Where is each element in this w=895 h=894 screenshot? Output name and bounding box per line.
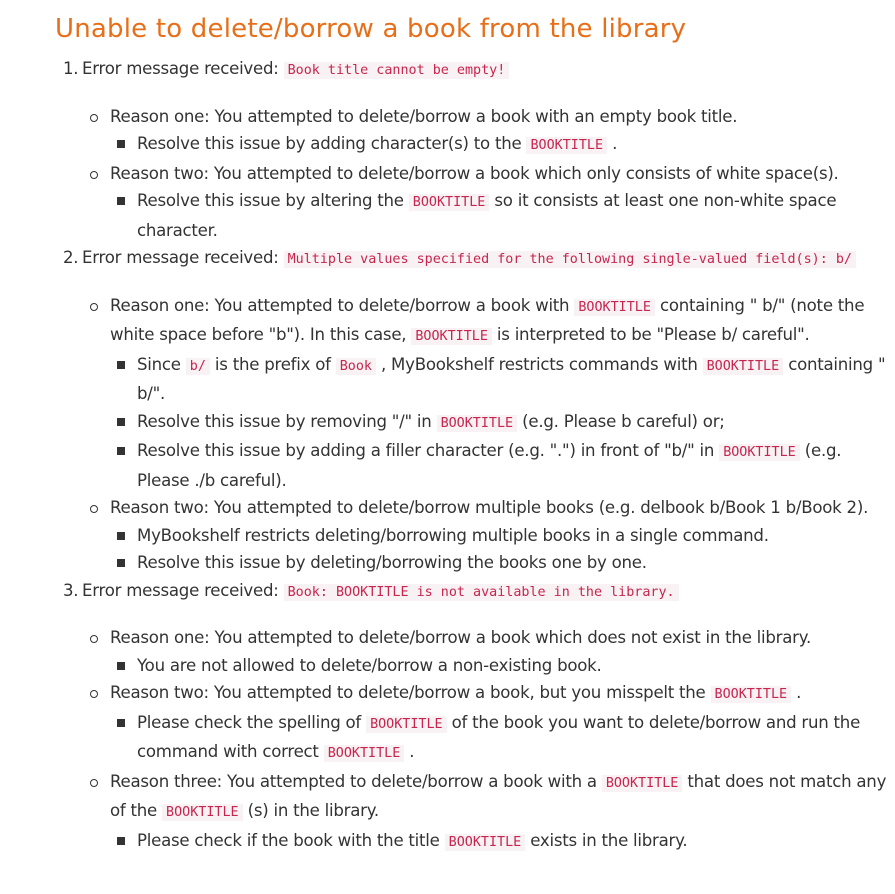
circle-bullet-icon — [90, 114, 98, 122]
reason-item — [110, 768, 895, 857]
code-term: BOOKTITLE — [366, 716, 447, 733]
detail-list — [110, 351, 895, 495]
reason-text: Reason one: You attempted to delete/borrow a book which does not exist in the library. — [110, 628, 811, 647]
code-term: BOOKTITLE — [411, 328, 492, 345]
code-term: Book — [336, 358, 376, 375]
square-bullet-icon — [117, 662, 125, 670]
reason-item — [110, 160, 895, 245]
detail-text: Resolve this issue by adding a filler character (e.g. ".") in front of "b/" in BOOKTITLE (e.g. Please ./b careful). — [137, 441, 842, 490]
detail-item — [137, 437, 895, 494]
reason-list — [82, 292, 895, 577]
error-prefix: Error message received: — [82, 248, 284, 267]
detail-item — [137, 130, 895, 160]
circle-bullet-icon — [90, 171, 98, 179]
reason-text: Reason one: You attempted to delete/borrow a book with an empty book title. — [110, 106, 738, 126]
error-number: 3. — [63, 580, 79, 600]
reason-item — [110, 103, 895, 160]
code-term: BOOKTITLE — [711, 686, 792, 703]
detail-text: Resolve this issue by deleting/borrowing the books one by one. — [137, 553, 647, 572]
error-heading — [82, 55, 895, 85]
error-prefix: Error message received: — [82, 580, 284, 600]
square-bullet-icon — [117, 532, 125, 540]
detail-text: Resolve this issue by altering the BOOKTITLE so it consists at least one non-white space character. — [137, 191, 837, 240]
reason-text: Reason three: You attempted to delete/borrow a book with a BOOKTITLE that does not match any of the BOOKTITLE (s) in the library. — [110, 771, 887, 820]
code-term: BOOKTITLE — [719, 444, 800, 461]
detail-item — [137, 709, 895, 768]
code-term: BOOKTITLE — [526, 137, 607, 154]
reason-list — [82, 624, 895, 856]
detail-list — [110, 652, 895, 680]
square-bullet-icon — [117, 140, 125, 148]
reason-text: Reason two: You attempted to delete/borrow a book, but you misspelt the BOOKTITLE . — [110, 683, 802, 702]
code-term: b/ — [186, 358, 210, 375]
detail-text: MyBookshelf restricts deleting/borrowing multiple books in a single command. — [137, 525, 769, 545]
detail-text: Please check if the book with the title BOOKTITLE exists in the library. — [137, 830, 688, 850]
detail-text: Resolve this issue by removing "/" in BOOKTITLE (e.g. Please b careful) or; — [137, 411, 725, 431]
square-bullet-icon — [117, 837, 125, 845]
circle-bullet-icon — [90, 635, 98, 643]
detail-item — [137, 522, 895, 550]
code-term: BOOKTITLE — [162, 804, 243, 821]
page-title: Unable to delete/borrow a book from the library — [55, 14, 687, 44]
spacer — [82, 85, 895, 103]
spacer — [82, 606, 895, 624]
error-number: 1. — [63, 59, 79, 78]
detail-item — [137, 187, 895, 244]
square-bullet-icon — [117, 447, 125, 455]
code-term: BOOKTITLE — [437, 415, 518, 432]
error-message: Multiple values specified for the following single-valued field(s): b/ — [284, 251, 856, 268]
code-term: BOOKTITLE — [324, 745, 405, 762]
square-bullet-icon — [117, 197, 125, 205]
error-item — [55, 577, 895, 857]
square-bullet-icon — [117, 361, 125, 369]
error-message: Book: BOOKTITLE is not available in the library. — [284, 584, 679, 601]
detail-list — [110, 187, 895, 244]
circle-bullet-icon — [90, 505, 98, 513]
reason-item — [110, 624, 895, 679]
error-message: Book title cannot be empty! — [284, 62, 510, 79]
detail-item — [137, 408, 895, 438]
code-term: BOOKTITLE — [574, 299, 655, 316]
error-heading — [82, 244, 895, 274]
reason-text: Reason two: You attempted to delete/borrow a book which only consists of white space(s). — [110, 163, 839, 183]
error-number: 2. — [63, 248, 79, 267]
detail-text: Resolve this issue by adding character(s) to the BOOKTITLE . — [137, 134, 618, 153]
code-term: BOOKTITLE — [602, 775, 683, 792]
detail-item — [137, 652, 895, 680]
detail-item — [137, 351, 895, 408]
detail-list — [110, 130, 895, 160]
reason-text: Reason two: You attempted to delete/borrow multiple books (e.g. delbook b/Book 1 b/Book 2). — [110, 498, 869, 517]
circle-bullet-icon — [90, 303, 98, 311]
detail-text: You are not allowed to delete/borrow a non-existing book. — [137, 655, 602, 675]
error-item — [55, 55, 895, 244]
error-heading — [82, 577, 895, 607]
spacer — [82, 274, 895, 292]
detail-text: Since b/ is the prefix of Book , MyBookshelf restricts commands with BOOKTITLE containing " b/". — [137, 354, 886, 403]
reason-text: Reason one: You attempted to delete/borrow a book with BOOKTITLE containing " b/" (note the white space before "b"). In this case, BOOKTITLE is interpreted to be "Please b/ careful". — [110, 295, 865, 344]
detail-item — [137, 827, 895, 857]
code-term: BOOKTITLE — [703, 358, 784, 375]
reason-item — [110, 292, 895, 495]
error-list — [55, 55, 895, 856]
code-term: BOOKTITLE — [445, 834, 526, 851]
square-bullet-icon — [117, 719, 125, 727]
detail-list — [110, 709, 895, 768]
code-term: BOOKTITLE — [409, 194, 490, 211]
detail-text: Please check the spelling of BOOKTITLE of the book you want to delete/borrow and run the command with correct BOOKTITLE . — [137, 712, 861, 761]
detail-list — [110, 522, 895, 577]
reason-item — [110, 494, 895, 577]
square-bullet-icon — [117, 559, 125, 567]
circle-bullet-icon — [90, 690, 98, 698]
circle-bullet-icon — [90, 779, 98, 787]
error-prefix: Error message received: — [82, 59, 284, 78]
reason-list — [82, 103, 895, 245]
reason-item — [110, 679, 895, 768]
error-item — [55, 244, 895, 577]
detail-item — [137, 549, 895, 577]
square-bullet-icon — [117, 418, 125, 426]
detail-list — [110, 827, 895, 857]
